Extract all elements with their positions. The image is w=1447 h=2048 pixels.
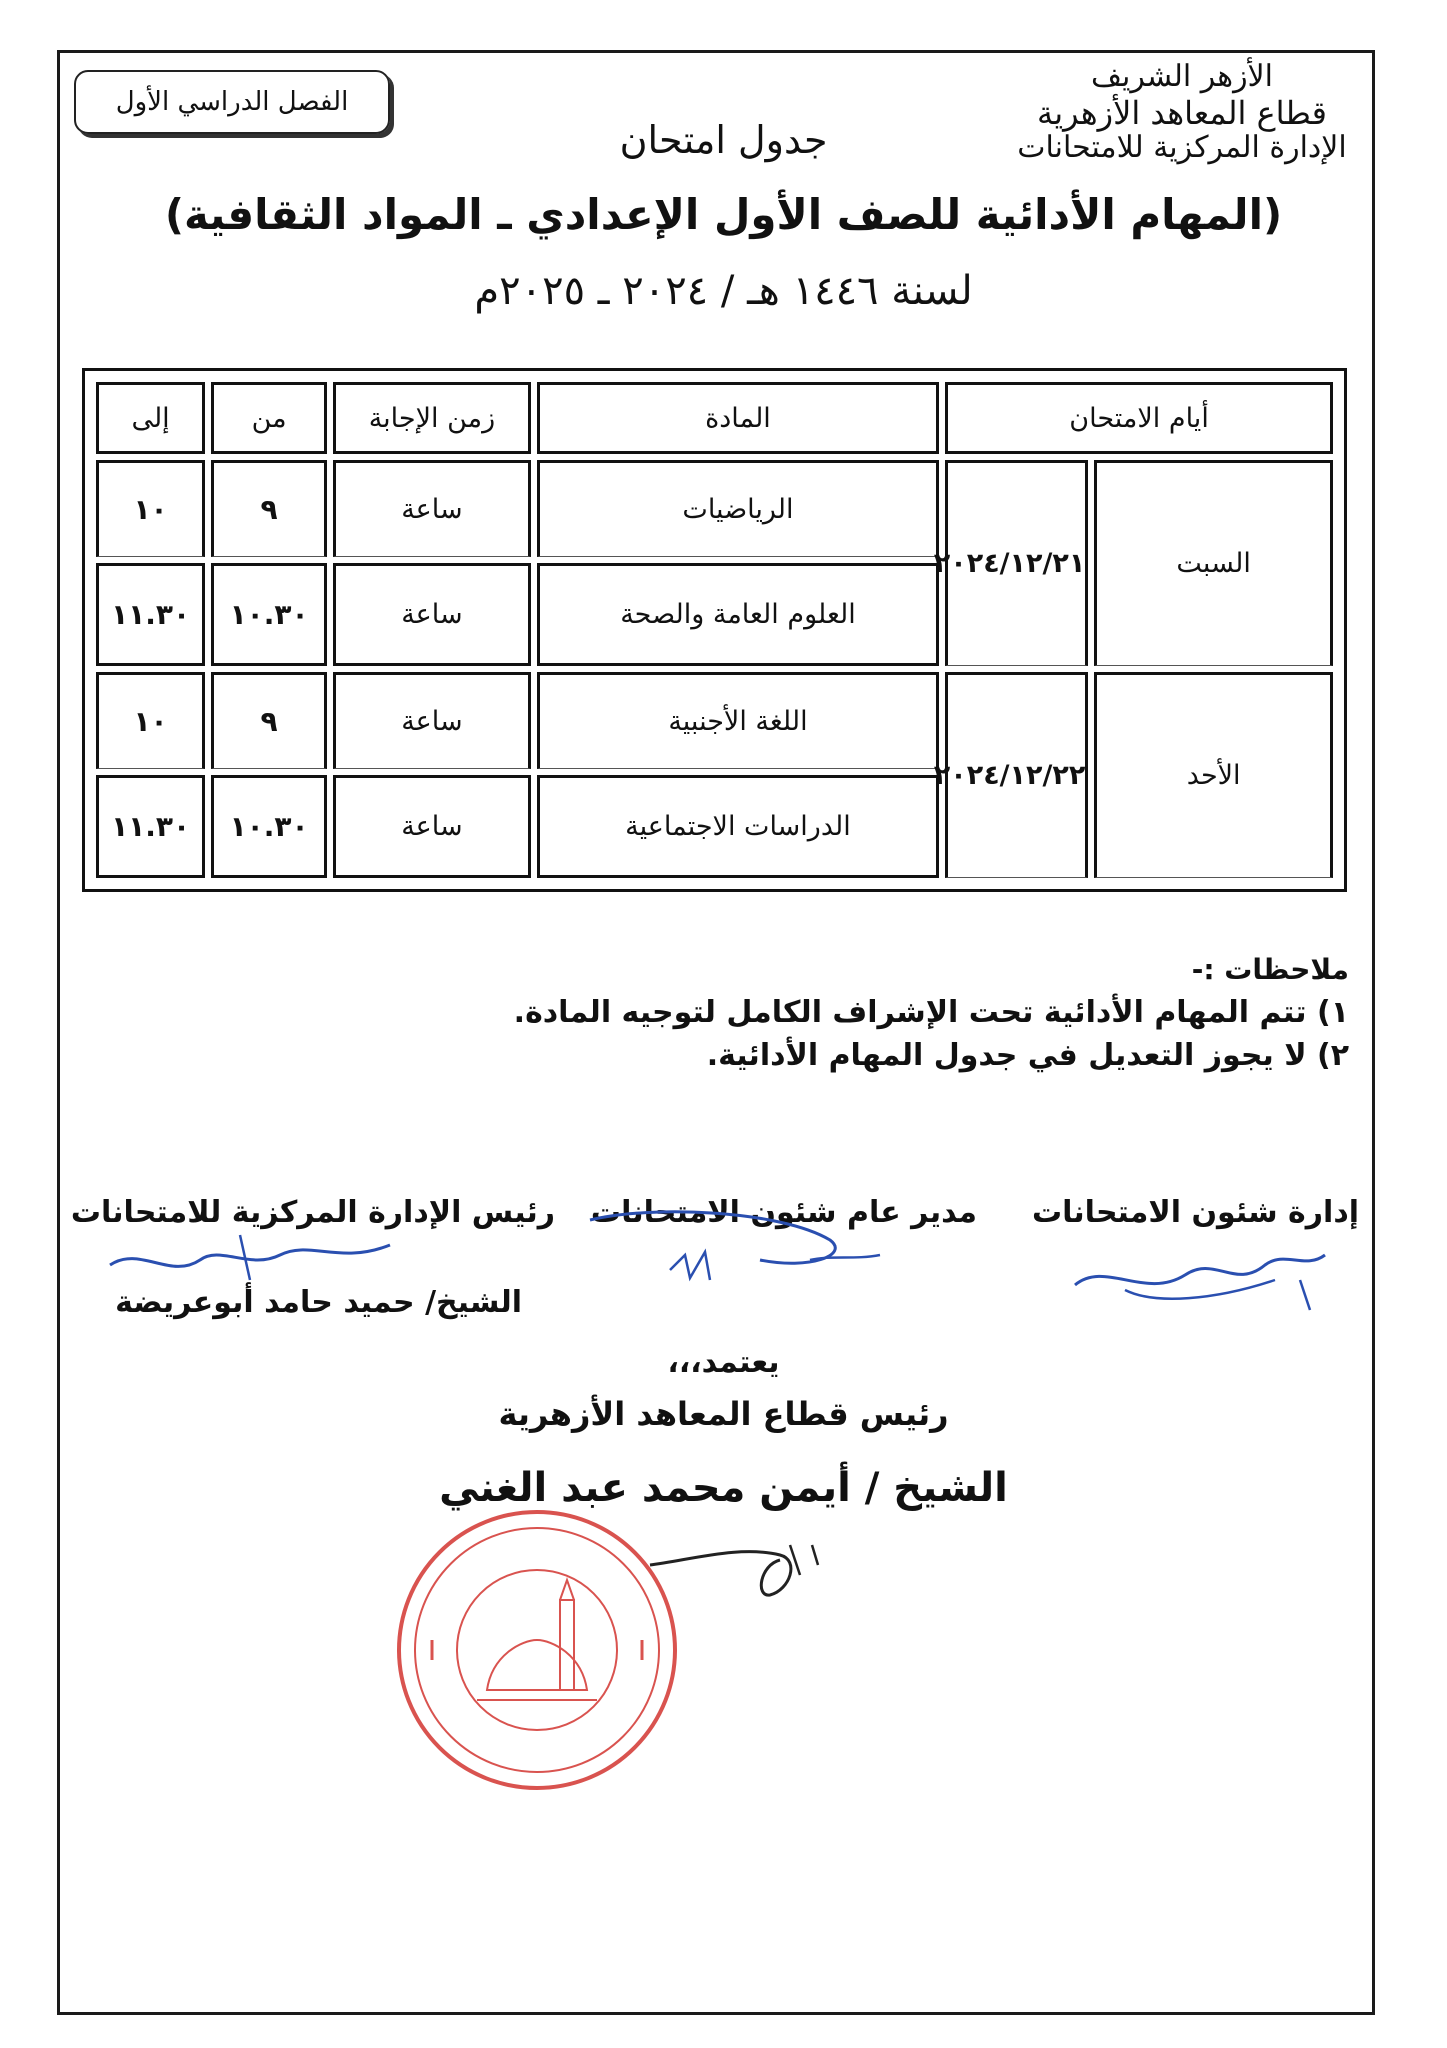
from-cell: ١٠.٣٠: [211, 563, 327, 666]
duration-cell: ساعة: [333, 563, 531, 666]
page-title: جدول امتحان: [619, 118, 828, 162]
subject-cell: العلوم العامة والصحة: [537, 563, 939, 666]
note-item: ٢) لا يجوز التعديل في جدول المهام الأدائية.: [706, 1038, 1349, 1074]
date-cell: ٢٠٢٤/١٢/٢٢: [945, 672, 1088, 878]
approval-name: الشيخ / أيمن محمد عبد الغني: [439, 1465, 1008, 1511]
header-subject: المادة: [537, 382, 939, 454]
org-name-line-2: قطاع المعاهد الأزهرية: [1037, 93, 1327, 132]
general-manager-label: مدير عام شئون الامتحانات: [590, 1195, 977, 1230]
header-duration: زمن الإجابة: [333, 382, 531, 454]
central-head-label: رئيس الإدارة المركزية للامتحانات: [70, 1195, 555, 1230]
date-cell: ٢٠٢٤/١٢/٢١: [945, 460, 1088, 666]
to-cell: ١١.٣٠: [96, 775, 205, 878]
table-row: [96, 672, 1333, 769]
exam-schedule-table: [82, 368, 1347, 892]
subject-cell: الرياضيات: [537, 460, 939, 557]
official-stamp: [392, 1505, 682, 1795]
general-manager-signature: [580, 1200, 890, 1300]
notes-title: ملاحظات :-: [1191, 953, 1349, 986]
header-from: من: [211, 382, 327, 454]
duration-cell: ساعة: [333, 460, 531, 557]
subject-cell: الدراسات الاجتماعية: [537, 775, 939, 878]
from-cell: ٩: [211, 460, 327, 557]
duration-cell: ساعة: [333, 775, 531, 878]
to-cell: ١١.٣٠: [96, 563, 205, 666]
exam-affairs-signature: [1065, 1230, 1335, 1320]
exam-affairs-label: إدارة شئون الامتحانات: [1032, 1195, 1359, 1230]
notes-section: [149, 950, 1349, 1078]
to-cell: ١٠: [96, 460, 205, 557]
central-head-name: الشيخ/ حميد حامد أبوعريضة: [115, 1285, 522, 1320]
page-subtitle: (المهام الأدائية للصف الأول الإعدادي ـ المواد الثقافية): [164, 190, 1283, 239]
central-head-signature: [100, 1225, 400, 1295]
table-row: [96, 460, 1333, 557]
org-name-line-1: الأزهر الشريف: [1090, 59, 1274, 94]
org-name-line-3: الإدارة المركزية للامتحانات: [1017, 130, 1347, 166]
approval-label: يعتمد،،،: [667, 1345, 780, 1380]
from-cell: ٩: [211, 672, 327, 769]
to-cell: ١٠: [96, 672, 205, 769]
table-header-row: [96, 382, 1333, 454]
subject-cell: اللغة الأجنبية: [537, 672, 939, 769]
duration-cell: ساعة: [333, 672, 531, 769]
note-item: ١) تتم المهام الأدائية تحت الإشراف الكامل لتوجيه المادة.: [513, 994, 1349, 1030]
day-cell: السبت: [1094, 460, 1333, 666]
academic-year: لسنة ١٤٤٦ هـ / ٢٠٢٤ ـ ٢٠٢٥م: [474, 268, 973, 314]
header-to: إلى: [96, 382, 205, 454]
day-cell: الأحد: [1094, 672, 1333, 878]
semester-badge: الفصل الدراسي الأول: [74, 70, 390, 134]
approval-title: رئيس قطاع المعاهد الأزهرية: [498, 1395, 949, 1433]
header-exam-days: أيام الامتحان: [945, 382, 1333, 454]
from-cell: ١٠.٣٠: [211, 775, 327, 878]
